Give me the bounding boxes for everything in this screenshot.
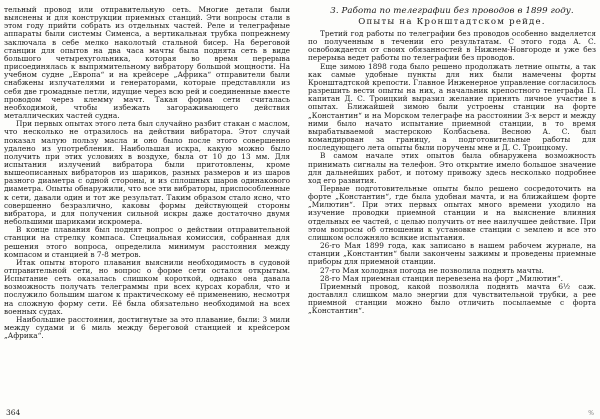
- right-paragraph-3: В самом начале этих опытов была обнаружена возможность принимать сигналы на телефон. Это открытие имело большое значение для дальнейших работ, и потому привожу здесь несколько подробнее ход его развития.: [308, 151, 596, 185]
- left-paragraph-5: Наибольшие расстояния, достигнутые за это плавание, были: 3 мили между судами и 6 миль между береговой станцией и крейсером „Африка“.: [4, 314, 290, 341]
- right-column: [308, 6, 596, 315]
- left-column: [4, 6, 290, 340]
- right-paragraph-2: Еще зимою 1898 года было решено продолжать летние опыты, а так как самые удобные пункты для них были намечены форты Кронштадтской крепости. Главное Инженерное управление согласилось разрешить вести опыты на них, а начальник крепостного телеграфа П. капитан Д. С. Троицкий выразил желание принять личное участие в опытах. Ближайшей зимою были устроены станции на форте „Константин“ и на Морском телеграфе на расстоянии 3-х верст и между ними было начато испытание приемной станции, в то время вырабатываемой мастерскою Колбасьева. Весною А. С. был командирован за границу, а подготовительные работы для последующего лета опыты были поручены мне и Д. С. Троицкому.: [308, 61, 596, 153]
- right-paragraph-5: 26-го Мая 1899 года, как записано в нашем рабочем журнале, на станции „Константин“ были закончены зажимы и проведены приемные приборы для приемной станции.: [308, 241, 596, 267]
- left-paragraph-4: Итак опыты второго плавания выяснили необходимость в судовой отправительной сети, но вопрос о форме сети остался открытым. Испытание сеть оказалась слишком короткой, однако она давала возможность получать телеграммы при всех курсах корабля, что и послужило большим шагом к практическому её применению, несмотря на сложную форму сети. Её была обязательно необходимой на всех военных судах.: [4, 257, 290, 316]
- right-paragraph-7: 28-го Мая приемная станция перевезена на форт „Милютин“.: [320, 273, 563, 283]
- left-paragraph-3: В конце плавания был поднят вопрос о действии отправительной станции на стрелку компаса. Специальная комиссия, собранная для решения этого вопроса, определила минимум расстояния между компасом и станцией в 7-8 метров.: [4, 225, 290, 259]
- left-paragraph-1: тельный провод или отправительную сеть. Многие детали были выяснены и для конструкции приемных станций. Эти вопросы стали в этом году прийти собрать из отдельных частей. Реле и телеграфные аппараты были системы Сименса, а вертикальная трубка попрежнему заключала в себе мелко наколотый стальной бисер. На береговой станции для опытов на два часа мачты была поднята сеть в виде большого четырехугольника, которая во время перерыва присоединялась к выпрямительному вибратору большой мощности. На учебном судне „Европа“ и на крейсере „Африка“ отправители были снабжены излучателями и генераторами, которые представляли из себя две громадные петли, идущие через всю рей и соединенные вместе проводом через клемму мачт. Такая форма сети считалась необходимой, чтобы избежать загораживающего действия металлических частей судна.: [4, 5, 290, 121]
- section-subheading: Опыты на Кронштадтском рейде.: [358, 17, 546, 27]
- right-paragraph-6: 27-го Мая холодная погода не позволила поднять мачты.: [320, 265, 544, 275]
- section-heading: 3. Работа по телеграфии без проводов в 1899 году.: [330, 6, 574, 16]
- left-page-number: 364: [6, 408, 21, 417]
- right-paragraph-8: Приемный провод, какой позволяла поднять мачта 6½ саж. доставлял слишком мало энергии для чувствительной трубки, а рее приемной станции можно было отличить посылаемые с форта „Константин“.: [308, 281, 596, 316]
- right-page-number: %: [588, 410, 594, 417]
- right-paragraph-4: Первые подготовительные опыты было решено сосредоточить на форте „Константин“, где была удобная мачта, и на ближайшем форте „Милютин“. При этих первых опытах много времени уходило на изучение проводки приемной станции и на выяснение влияния отдельных ее частей, с целью получить от нее наилучшее действие. При этом вопросы об отношении к установке станции с землею и все это слишком осложняло всякие испытания.: [308, 183, 596, 242]
- left-paragraph-2: При первых опытах этого лета был случайно разбит стакан с маслом, что несколько не отразилось на действии вибратора. Этот случай показал малую пользу масла и оно было после этого совершенно удалено из употребления. Наибольшая искра, какую можно было получить при этих условиях в воздухе, была от 10 до 13 мм. Для испытания излучений вибратора были приготовлены, кроме вышеописанных вибраторов из шариков, разных размеров и из шаров разного диаметра с одной стороны, и из сплошных шаров одинакового диаметра. Опыты обнаружили, что все эти вибраторы, приспособленные к сети, давали один и тот же результат. Таким образом стало ясно, что совершенно безразлично, каковы формы действующей стороны вибратора, и для получения сильной искры даже достаточно двумя небольшими шариками искромера.: [4, 119, 290, 227]
- right-paragraph-1: Третий год работы по телеграфии без проводов особенно выделяется по полученным в течении его результатам. С этого года А. С. освобождается от своих обязанностей в Нижнем-Новгороде и уже без перерыва ведет работы по телеграфии без проводов.: [308, 29, 596, 63]
